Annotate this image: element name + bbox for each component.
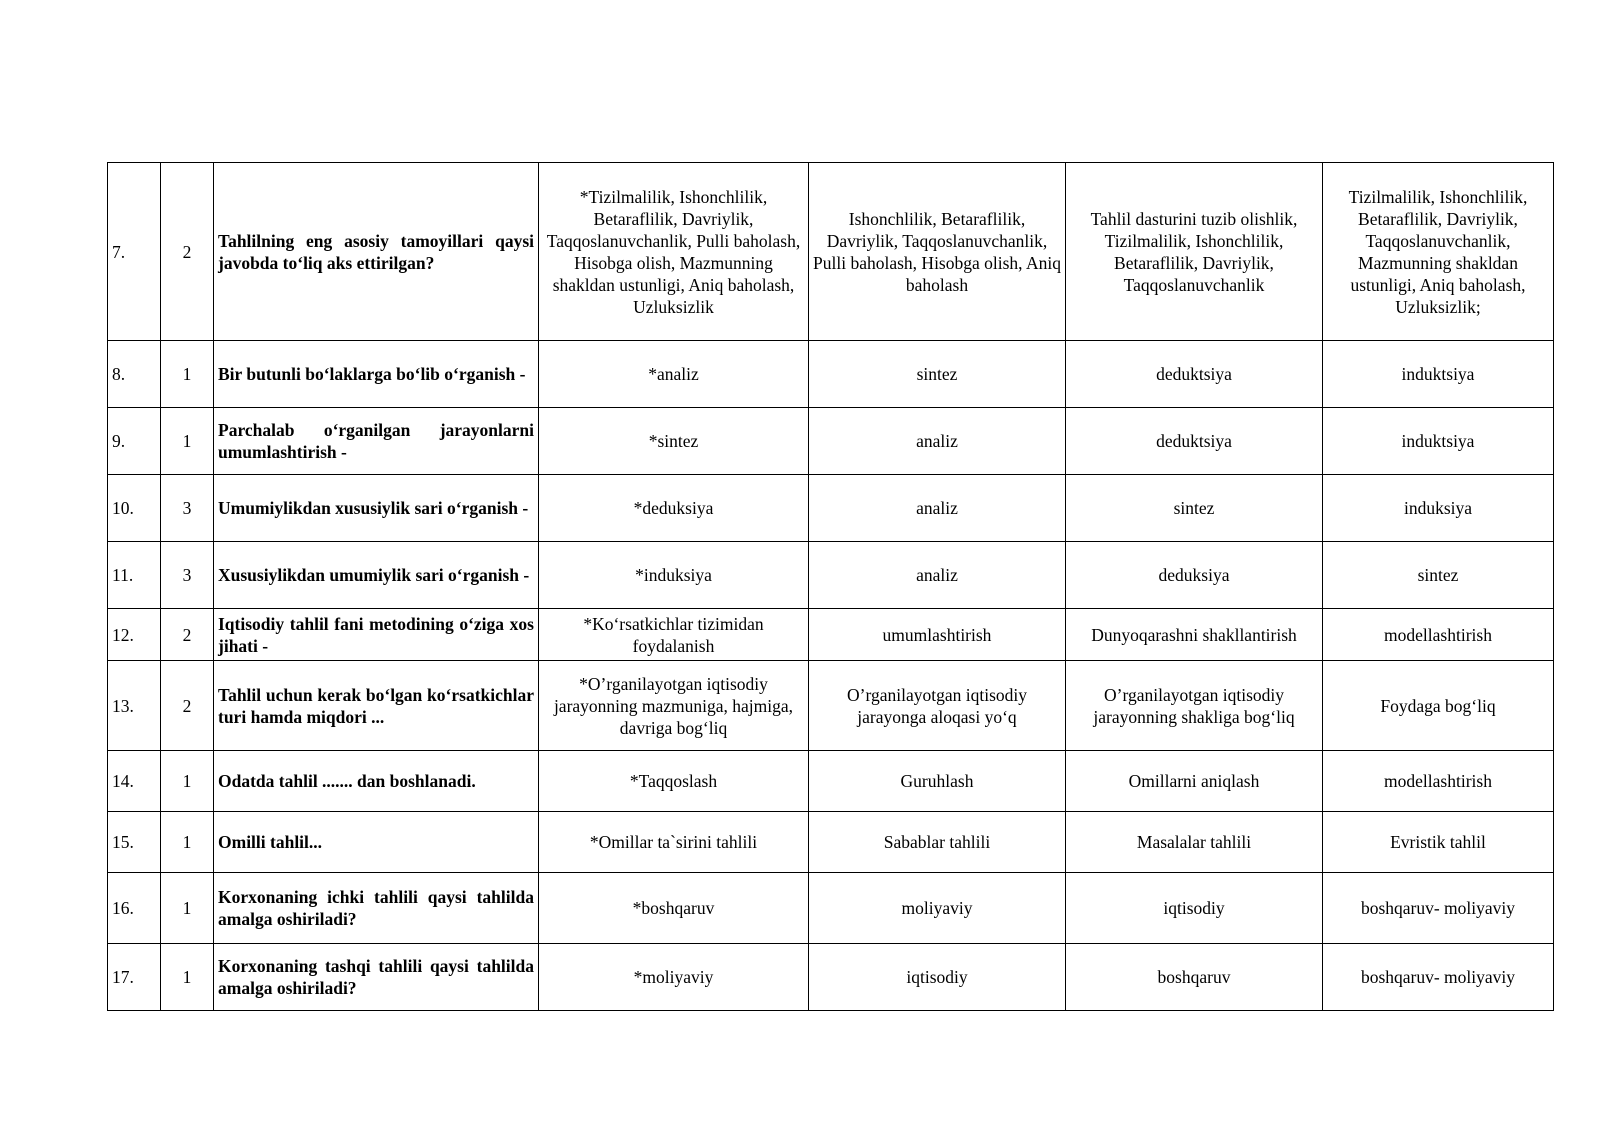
distractor-answer: O’rganilayotgan iqtisodiy jarayonning shakliga bog‘liq: [1066, 661, 1323, 751]
correct-answer: *Taqqoslash: [539, 751, 809, 812]
difficulty-level: 1: [161, 341, 214, 408]
correct-answer: *deduksiya: [539, 475, 809, 542]
question-number: 14.: [108, 751, 161, 812]
distractor-answer: boshqaruv- moliyaviy: [1323, 944, 1554, 1011]
distractor-answer: Evristik tahlil: [1323, 812, 1554, 873]
distractor-answer: induktsiya: [1323, 408, 1554, 475]
question-number: 16.: [108, 873, 161, 944]
question-number: 9.: [108, 408, 161, 475]
difficulty-level: 1: [161, 873, 214, 944]
distractor-answer: sintez: [1323, 542, 1554, 609]
question-row: [108, 408, 1554, 475]
distractor-answer: Omillarni aniqlash: [1066, 751, 1323, 812]
distractor-answer: Foydaga bog‘liq: [1323, 661, 1554, 751]
question-number: 12.: [108, 609, 161, 661]
distractor-answer: sintez: [1066, 475, 1323, 542]
correct-answer: *boshqaruv: [539, 873, 809, 944]
distractor-answer: boshqaruv: [1066, 944, 1323, 1011]
distractor-answer: Dunyoqarashni shakllantirish: [1066, 609, 1323, 661]
distractor-answer: analiz: [809, 542, 1066, 609]
difficulty-level: 2: [161, 661, 214, 751]
question-text: Tahlilning eng asosiy tamoyillari qaysi javobda to‘liq aks ettirilgan?: [214, 163, 539, 341]
question-row: [108, 812, 1554, 873]
distractor-answer: O’rganilayotgan iqtisodiy jarayonga aloqasi yo‘q: [809, 661, 1066, 751]
distractor-answer: iqtisodiy: [809, 944, 1066, 1011]
question-row: [108, 542, 1554, 609]
correct-answer: *Ko‘rsatkichlar tizimidan foydalanish: [539, 609, 809, 661]
difficulty-level: 1: [161, 751, 214, 812]
distractor-answer: Sabablar tahlili: [809, 812, 1066, 873]
test-questions-table: [107, 162, 1554, 1011]
question-row: [108, 944, 1554, 1011]
correct-answer: *induksiya: [539, 542, 809, 609]
difficulty-level: 1: [161, 408, 214, 475]
question-number: 10.: [108, 475, 161, 542]
question-row: [108, 475, 1554, 542]
question-row: [108, 341, 1554, 408]
correct-answer: *Omillar ta`sirini tahlili: [539, 812, 809, 873]
distractor-answer: deduktsiya: [1066, 408, 1323, 475]
distractor-answer: moliyaviy: [809, 873, 1066, 944]
distractor-answer: Masalalar tahlili: [1066, 812, 1323, 873]
question-number: 15.: [108, 812, 161, 873]
question-row: [108, 873, 1554, 944]
distractor-answer: induktsiya: [1323, 341, 1554, 408]
difficulty-level: 1: [161, 944, 214, 1011]
distractor-answer: sintez: [809, 341, 1066, 408]
question-row: [108, 751, 1554, 812]
difficulty-level: 2: [161, 163, 214, 341]
difficulty-level: 2: [161, 609, 214, 661]
question-text: Bir butunli bo‘laklarga bo‘lib o‘rganish -: [214, 341, 539, 408]
correct-answer: *sintez: [539, 408, 809, 475]
distractor-answer: iqtisodiy: [1066, 873, 1323, 944]
difficulty-level: 1: [161, 812, 214, 873]
question-row: [108, 163, 1554, 341]
question-text: Iqtisodiy tahlil fani metodining o‘ziga xos jihati -: [214, 609, 539, 661]
difficulty-level: 3: [161, 475, 214, 542]
question-number: 13.: [108, 661, 161, 751]
distractor-answer: deduksiya: [1066, 542, 1323, 609]
question-text: Xususiylikdan umumiylik sari o‘rganish -: [214, 542, 539, 609]
distractor-answer: deduktsiya: [1066, 341, 1323, 408]
distractor-answer: Tahlil dasturini tuzib olishlik, Tizilmalilik, Ishonchlilik, Betaraflilik, Davriylik, Taqqoslanuvchanlik: [1066, 163, 1323, 341]
question-text: Odatda tahlil ....... dan boshlanadi.: [214, 751, 539, 812]
distractor-answer: Tizilmalilik, Ishonchlilik, Betaraflilik, Davriylik, Taqqoslanuvchanlik, Mazmunning shakldan ustunligi, Aniq baholash, Uzluksizlik;: [1323, 163, 1554, 341]
distractor-answer: umumlashtirish: [809, 609, 1066, 661]
question-row: [108, 609, 1554, 661]
question-text: Tahlil uchun kerak bo‘lgan ko‘rsatkichlar turi hamda miqdori ...: [214, 661, 539, 751]
distractor-answer: boshqaruv- moliyaviy: [1323, 873, 1554, 944]
question-text: Umumiylikdan xususiylik sari o‘rganish -: [214, 475, 539, 542]
question-text: Parchalab o‘rganilgan jarayonlarni umumlashtirish -: [214, 408, 539, 475]
question-text: Korxonaning tashqi tahlili qaysi tahlilda amalga oshiriladi?: [214, 944, 539, 1011]
question-number: 8.: [108, 341, 161, 408]
distractor-answer: Ishonchlilik, Betaraflilik, Davriylik, Taqqoslanuvchanlik, Pulli baholash, Hisobga olish, Aniq baholash: [809, 163, 1066, 341]
distractor-answer: analiz: [809, 408, 1066, 475]
distractor-answer: Guruhlash: [809, 751, 1066, 812]
correct-answer: *O’rganilayotgan iqtisodiy jarayonning mazmuniga, hajmiga, davriga bog‘liq: [539, 661, 809, 751]
question-row: [108, 661, 1554, 751]
distractor-answer: induksiya: [1323, 475, 1554, 542]
distractor-answer: modellashtirish: [1323, 609, 1554, 661]
question-number: 11.: [108, 542, 161, 609]
question-number: 7.: [108, 163, 161, 341]
correct-answer: *Tizilmalilik, Ishonchlilik, Betaraflilik, Davriylik, Taqqoslanuvchanlik, Pulli baholash, Hisobga olish, Mazmunning shakldan ustunligi, Aniq baholash, Uzluksizlik: [539, 163, 809, 341]
distractor-answer: modellashtirish: [1323, 751, 1554, 812]
correct-answer: *analiz: [539, 341, 809, 408]
distractor-answer: analiz: [809, 475, 1066, 542]
question-number: 17.: [108, 944, 161, 1011]
difficulty-level: 3: [161, 542, 214, 609]
question-text: Korxonaning ichki tahlili qaysi tahlilda amalga oshiriladi?: [214, 873, 539, 944]
question-text: Omilli tahlil...: [214, 812, 539, 873]
correct-answer: *moliyaviy: [539, 944, 809, 1011]
